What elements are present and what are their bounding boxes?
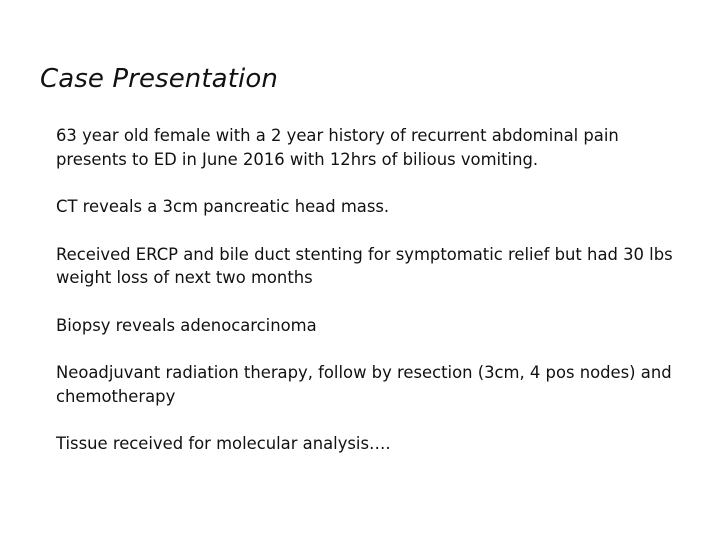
- case-paragraph-ct: CT reveals a 3cm pancreatic head mass.: [56, 197, 390, 216]
- case-paragraph-treatment: Neoadjuvant radiation therapy, follow by resection (3cm, 4 pos nodes) and chemotherapy: [56, 363, 672, 406]
- slide-title: Case Presentation: [40, 64, 278, 94]
- case-paragraph-ercp: Received ERCP and bile duct stenting for symptomatic relief but had 30 lbs weight loss of next two months: [56, 244, 673, 287]
- case-paragraph-tissue: Tissue received for molecular analysis….: [56, 434, 391, 453]
- slide-body: [56, 124, 686, 456]
- case-paragraph-history: 63 year old female with a 2 year history of recurrent abdominal pain presents to ED in June 2016 with 12hrs of bilious vomiting.: [56, 126, 619, 169]
- case-paragraph-biopsy: Biopsy reveals adenocarcinoma: [56, 315, 317, 335]
